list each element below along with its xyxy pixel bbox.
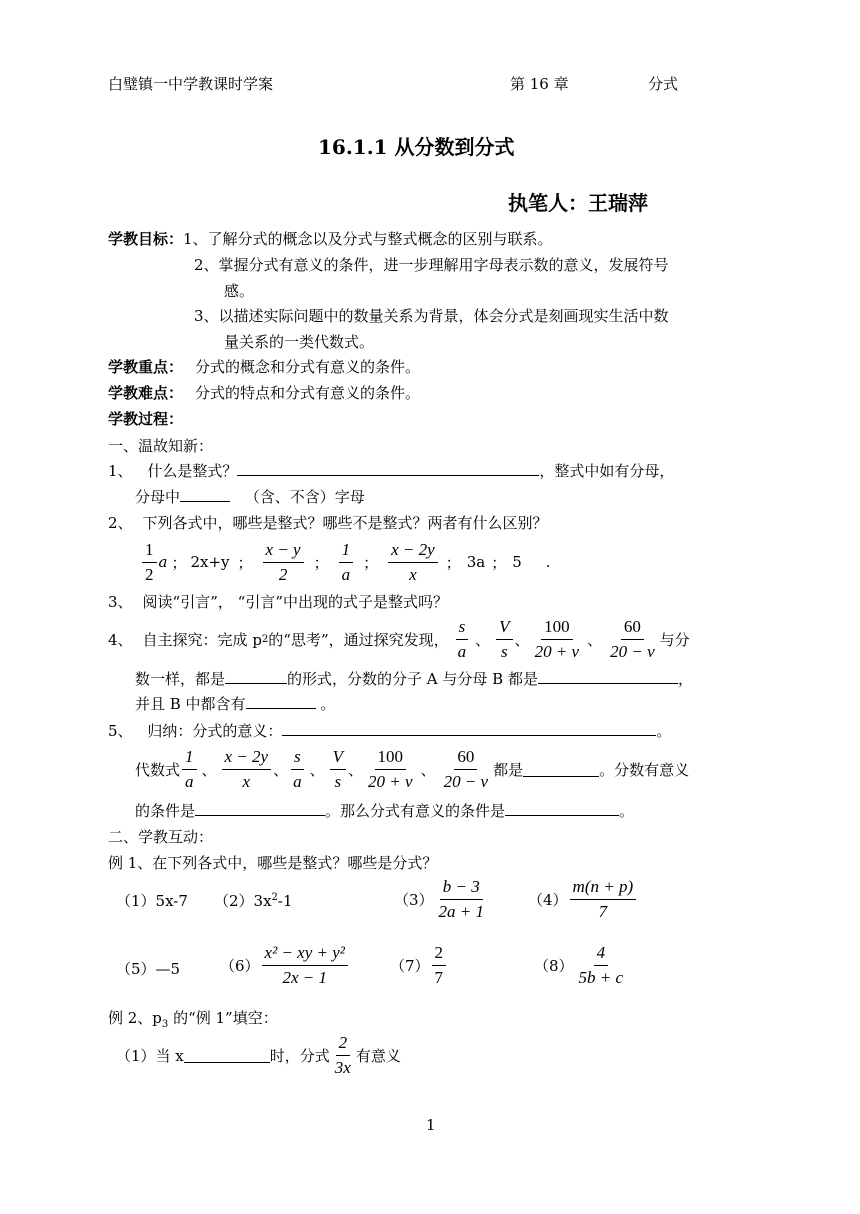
blank[interactable] (195, 801, 325, 816)
header-school: 白璧镇一中学教课时学案 (108, 75, 274, 93)
question-5-line3: 的条件是 。那么分式有意义的条件是 。 (135, 802, 635, 820)
blank[interactable] (225, 669, 287, 684)
question-1-line2: 分母中 （含、不含）字母 (135, 488, 365, 506)
example-1-item-6: （6） $\frac{\text{x² − xy + y²}}{2x - 1}$ (220, 938, 350, 992)
blank[interactable] (505, 801, 619, 816)
fraction: $\frac{60}{20 - v}$ (443, 746, 489, 791)
fraction: $\frac{1}{a}$ (182, 747, 197, 791)
goal-2b: 感。 (224, 282, 255, 300)
question-4-line2: 数一样，都是 的形式，分数的分子 A 与分母 B 都是 ， (135, 670, 693, 688)
example-1-item-1: （1）5x-7 (116, 892, 188, 910)
goal-3a: 3、以描述实际问题中的数量关系为背景，体会分式是刻画现实生活中数 (194, 307, 669, 325)
fraction: $\frac{V}{s}$ (330, 747, 346, 791)
fraction: $\frac{b - 3}{2a + 1}$ (438, 876, 485, 921)
fraction: $\frac{1}{2}$ (142, 540, 157, 584)
example-1-item-8: （8） $\frac{4}{5b + c}$ (534, 938, 628, 992)
blank[interactable] (246, 694, 316, 709)
fraction: $\frac{s}{a}$ (290, 747, 305, 791)
header-chapter: 第 16 章 (510, 75, 569, 93)
page-number: 1 (426, 1116, 436, 1134)
example-1-item-4: （4） $\frac{m(n + p)}{7}$ (528, 872, 638, 926)
section-1: 一、温故知新： (108, 437, 214, 455)
example-1-item-2: $(2)3x^2-1$ (214, 892, 293, 910)
fraction: $\frac{60}{20 - v}$ (610, 616, 655, 661)
blank[interactable] (184, 1048, 270, 1063)
goals-line1 (108, 228, 553, 249)
blank[interactable] (180, 487, 230, 502)
difficulty: 学教难点： 分式的特点和分式有意义的条件。 (108, 384, 421, 402)
key-point: 学教重点： 分式的概念和分式有意义的条件。 (108, 358, 421, 376)
question-4: 4、 自主探究：完成 p 2 的“思考”，通过探究发现， $\frac{s}{a}$ 、 $\frac{V}{s}$ 、 $\frac{100}{20 + v}$ 、 $\frac{60}{20 - v}$ 与分 (108, 616, 690, 661)
example-1-item-3: （3） $\frac{b - 3}{2a + 1}$ (394, 872, 489, 926)
fraction: $\frac{2}{7}$ (432, 943, 447, 987)
fraction: $\frac{1}{a}$ (339, 540, 354, 584)
example-1-item-7: （7） $\frac{2}{7}$ (390, 938, 448, 992)
example-1-item-5: （5）—5 (116, 960, 181, 978)
fraction: $\frac{100}{20 + v}$ (534, 616, 580, 661)
process-label: 学教过程： (108, 410, 184, 428)
blank[interactable] (523, 762, 599, 777)
question-2-expressions: $\frac{1}{2}$ a ； 2x+y ； $\frac{x - y}{2}$ ； $\frac{1}{a}$ ； $\frac{x - 2y}{x}$ ； 3a ； 5 . (140, 537, 551, 587)
goal-1: 1、了解分式的概念以及分式与整式概念的区别与联系。 (183, 230, 553, 248)
example-1: 例 1、在下列各式中，哪些是整式？哪些是分式？ (108, 854, 438, 872)
blank[interactable] (237, 461, 539, 476)
question-5-line2: 代数式 $\frac{1}{a}$ 、 $\frac{x - 2y}{x}$ 、 $\frac{s}{a}$ 、 $\frac{V}{s}$ 、 $\frac{100}{20 + v}$ 、 $\frac{60}{20 - v}$ 都是 。分数有意义 (135, 746, 690, 791)
author: 执笔人：王瑞萍 (508, 191, 648, 215)
fraction: $\frac{x - y}{2}$ (263, 540, 304, 584)
question-5: 5、 归纳：分式的意义： 。 (108, 722, 672, 740)
fraction: $\frac{x - 2y}{x}$ (222, 747, 272, 791)
fraction: $\frac{100}{20 + v}$ (368, 746, 413, 791)
fraction: $\frac{2}{3x}$ (334, 1032, 351, 1077)
section-2: 二、学教互动： (108, 828, 214, 846)
example-2: 例 2、$p_3$ 的“例 1”填空： (108, 1009, 278, 1030)
fraction: $\frac{x - 2y}{x}$ (388, 540, 438, 584)
blank[interactable] (282, 721, 656, 736)
fraction: $\frac{s}{a}$ (455, 617, 470, 661)
fraction: $\frac{V}{s}$ (496, 617, 512, 661)
question-1: 1、 什么是整式？ ，整式中如有分母， (108, 462, 675, 480)
fraction: $\frac{m(n + p)}{7}$ (570, 877, 637, 921)
question-4-line3: 并且 B 中都含有 。 (135, 695, 336, 713)
goal-2a: 2、掌握分式有意义的条件，进一步理解用字母表示数的意义，发展符号 (194, 256, 669, 274)
question-3: 3、 阅读“引言”， “引言”中出现的式子是整式吗？ (108, 593, 448, 611)
blank[interactable] (538, 669, 678, 684)
fraction: $\frac{\text{x² − xy + y²}}{2x - 1}$ (262, 943, 348, 987)
goal-3b: 量关系的一类代数式。 (224, 333, 375, 351)
question-2: 2、 下列各式中，哪些是整式？哪些不是整式？两者有什么区别？ (108, 514, 548, 532)
header-topic: 分式 (648, 75, 679, 93)
fraction: $\frac{4}{5b + c}$ (578, 942, 624, 987)
page-title: 16.1.1 从分数到分式 (318, 135, 515, 159)
example-2-item-1: （1）当 x 时，分式 $\frac{2}{3x}$ 有意义 (116, 1032, 401, 1077)
goals-label: 学教目标： (108, 230, 184, 248)
